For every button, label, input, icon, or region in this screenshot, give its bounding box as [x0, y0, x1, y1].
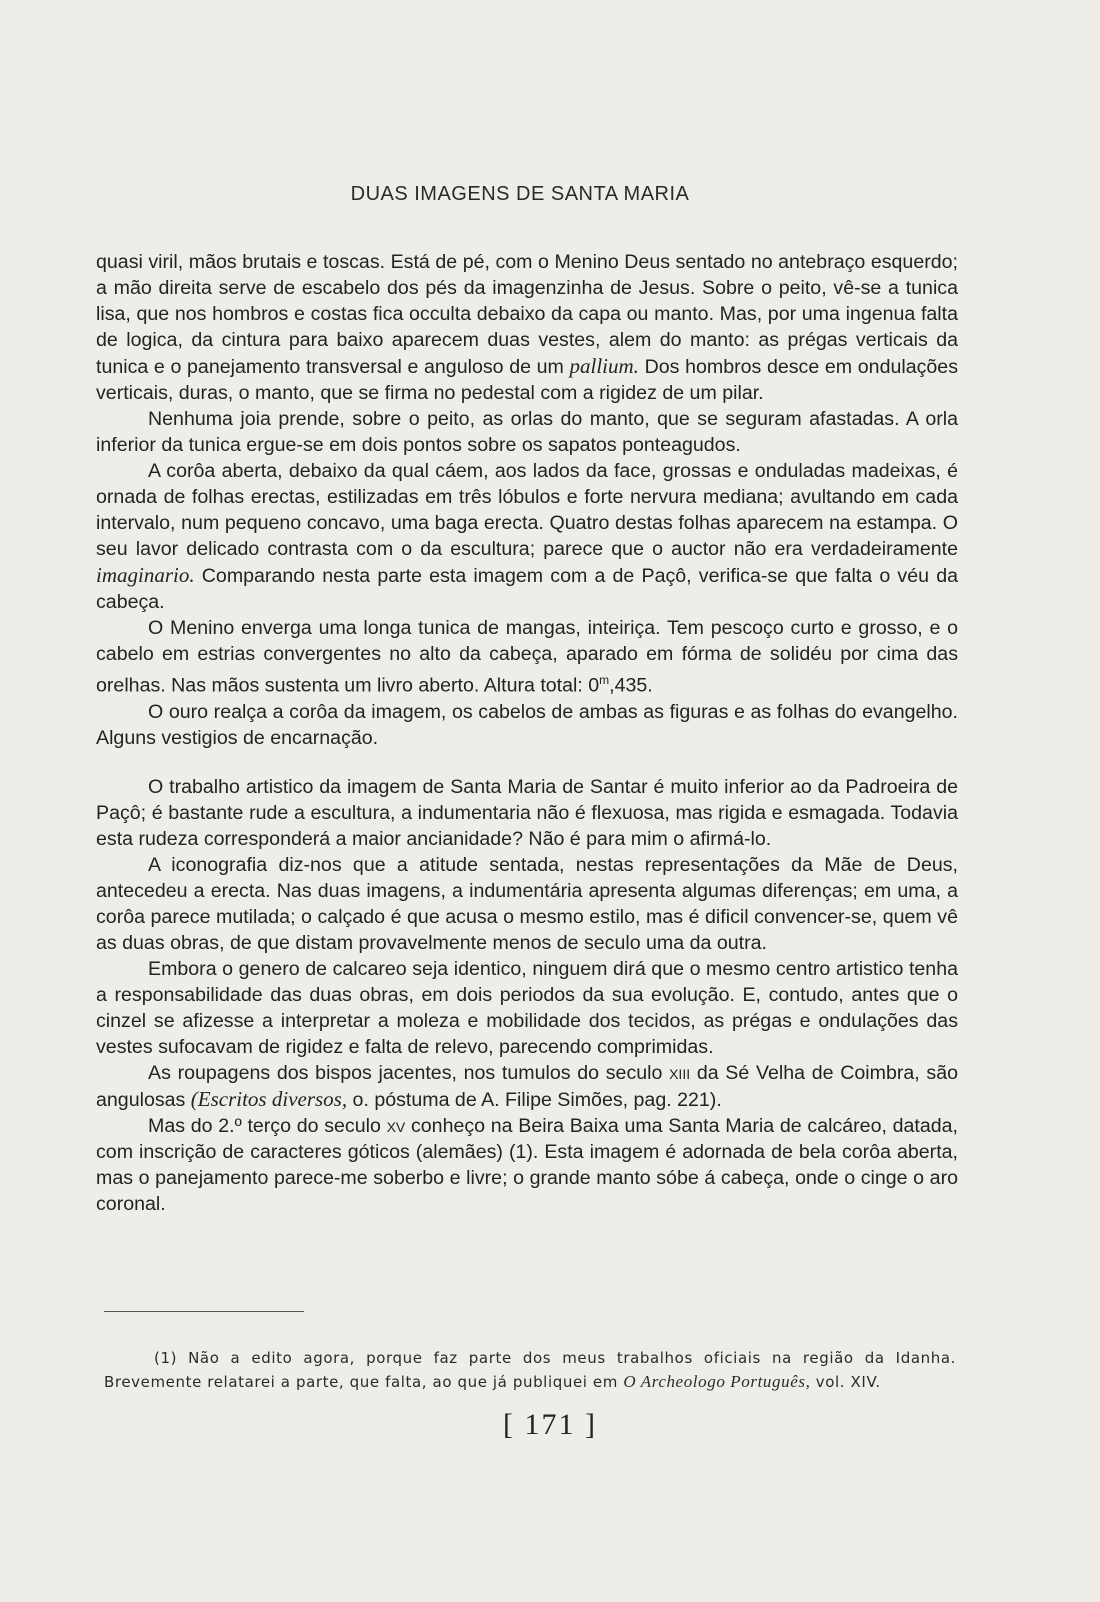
footnote-body: vol. XIV. [810, 1373, 881, 1391]
footnote-rule [104, 1311, 304, 1312]
paragraph: A iconografia diz-nos que a atitude sentada, nestas representações da Mãe de Deus, antecedeu a erecta. Nas duas imagens, a indumentária apresenta algumas diferenças; em uma, a corôa parece mutilada; o calçado é que acusa o mesmo estilo, mas é dificil convencer-se, quem vê as duas obras, de que distam provavelmente menos de seculo uma da outra. [96, 853, 958, 954]
superscript: m [599, 673, 610, 687]
paragraph-text: da Sé Velha de Coimbra, são angulosas [96, 1061, 958, 1111]
paragraph-text: ,435. [609, 674, 653, 697]
paragraph-text: Dos hombros desce em ondulações verticais, duras, o manto, que se firma no pedestal com a rigidez de um pilar. [96, 356, 959, 404]
paragraph-text: quasi viril, mãos brutais e toscas. Está de pé, com o Menino Deus sentado no antebraço esquerdo; a mão direita serve de escabelo dos pés da imagenzinha de Jesus. Sobre o peito, vê-se a tunica lisa, que nos hombros e costas fica occulta debaixo da capa ou manto. Mas, por uma ingenua falta de logica, da cintura para baixo aparecem duas vestes, alem do manto: as prégas verticais da tunica e o panejamento transversal e anguloso de um [96, 251, 958, 378]
paragraph [96, 1113, 958, 1217]
paragraph: Nenhuma joia prende, sobre o peito, as orlas do manto, que se seguram afastadas. A orla inferior da tunica ergue-se em dois pontos sobre os sapatos ponteagudos. [96, 408, 958, 456]
paragraph-text: A corôa aberta, debaixo da qual cáem, aos lados da face, grossas e onduladas madeixas, é ornada de folhas erectas, estilizadas em três lóbulos e forte nervura mediana; avultando em cada intervalo, num pequeno concavo, uma baga erecta. Quatro destas folhas aparecem na estampa. O seu lavor delicado contrasta com o da escultura; parece que o auctor não era verdadeiramente [96, 460, 958, 560]
roman-numeral: xv [386, 1114, 406, 1137]
paragraph [96, 458, 958, 615]
paragraph-text: O Menino enverga uma longa tunica de mangas, inteiriça. Tem pescoço curto e grosso, e o cabelo em estrias convergentes no alto da cabeça, aparado em fórma de solidéu por cima das orelhas. Nas mãos sustenta um livro aberto. Altura total: 0 [96, 617, 958, 697]
body-text [96, 249, 958, 1217]
roman-numeral: xiii [669, 1061, 691, 1084]
running-head: DUAS IMAGENS DE SANTA MARIA [350, 183, 690, 205]
italic-term: imaginario. [96, 563, 195, 587]
paragraph-text: Mas do 2.º terço do seculo [148, 1114, 387, 1137]
page-number: [ 171 ] [503, 1408, 597, 1441]
paragraph [96, 1060, 958, 1113]
footnote-body: (1) Não a edito agora, porque faz parte dos meus trabalhos oficiais na região da Idanha. Brevemente relatarei a parte, que falta, ao que já publiquei em [104, 1349, 956, 1391]
paragraph-text: conheço na Beira Baixa uma Santa Maria de calcáreo, datada, com inscrição de caracteres góticos (alemães) (1). Esta imagem é adornada de bela corôa aberta, mas o panejamento parece-me soberbo e livre; o grande manto sóbe á cabeça, onde o cinge o aro coronal. [96, 1114, 958, 1215]
paragraph [96, 615, 958, 699]
paragraph: Embora o genero de calcareo seja identico, ninguem dirá que o mesmo centro artistico tenha a responsabilidade das duas obras, em dois periodos da sua evolução. E, contudo, antes que o cinzel se afizesse a interpretar a moleza e mobilidade dos tecidos, as prégas e ondulações das vestes sufocavam de rigidez e falta de relevo, parecendo comprimidas. [96, 957, 958, 1058]
paragraph [96, 249, 958, 406]
italic-term: pallium. [569, 354, 639, 378]
footnote-text [104, 1346, 956, 1394]
italic-title: O Archeologo Português, [623, 1372, 811, 1391]
paragraph-text: o. póstuma de A. Filipe Simões, pag. 221). [347, 1088, 722, 1111]
paragraph-text: As roupagens dos bispos jacentes, nos tumulos do seculo [148, 1061, 670, 1084]
paragraph: O trabalho artistico da imagem de Santa Maria de Santar é muito inferior ao da Padroeira de Paçô; é bastante rude a escultura, a indumentaria não é flexuosa, mas rigida e esmagada. Todavia esta rudeza corresponderá a maior ancianidade? Não é para mim o afirmá-lo. [96, 775, 958, 850]
paragraph-text: Comparando nesta parte esta imagem com a de Paçô, verifica-se que falta o véu da cabeça. [96, 565, 958, 613]
italic-title: (Escritos diversos, [190, 1086, 348, 1111]
footnote [104, 1346, 956, 1394]
paragraph: O ouro realça a corôa da imagem, os cabelos de ambas as figuras e as folhas do evangelho. Alguns vestigios de encarnação. [96, 700, 958, 749]
